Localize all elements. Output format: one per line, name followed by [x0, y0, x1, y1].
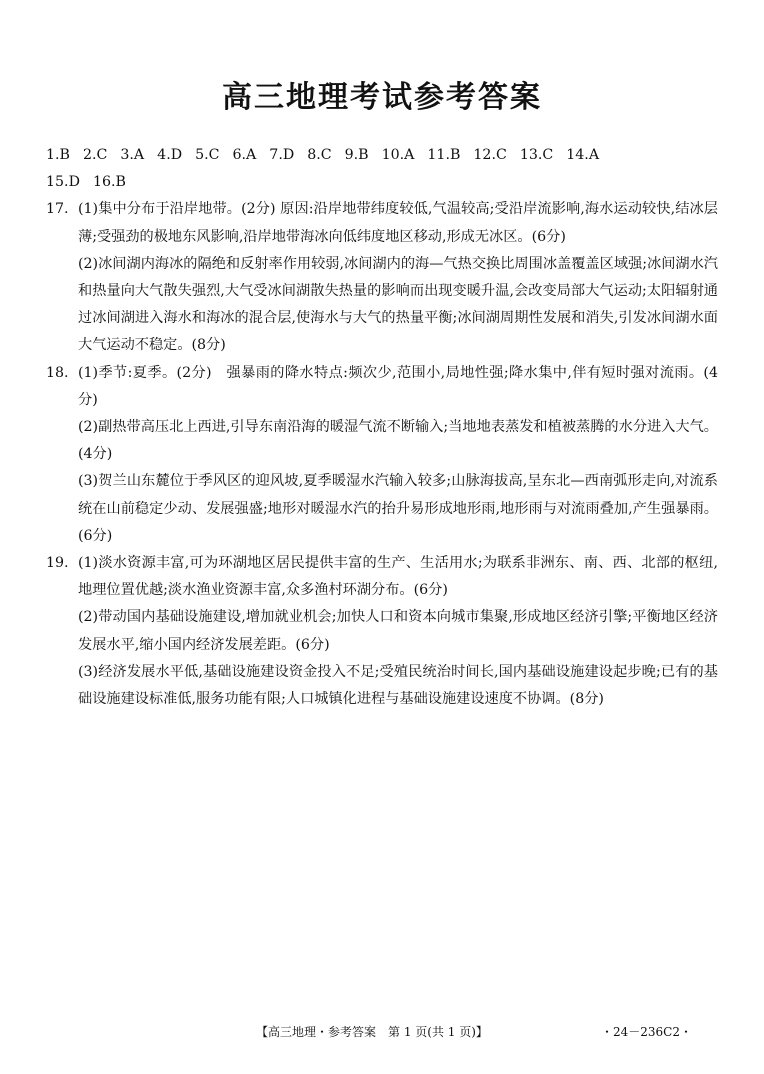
mc-answer: 12.C — [473, 147, 507, 163]
answer-part: (1)集中分布于沿岸地带。(2分) 原因:沿岸地带纬度较低,气温较高;受沿岸流影响,海水运动较快,结冰层薄;受强劲的极地东风影响,沿岸地带海冰向低纬度地区移动,形成无冰区。(6分) — [78, 201, 718, 245]
answer-content — [46, 142, 718, 713]
mc-answer: 7.D — [269, 147, 295, 163]
answer-part: (1)季节:夏季。(2分) 强暴雨的降水特点:频次少,范围小,局地性强;降水集中,伴有短时强对流雨。(4分) — [78, 364, 718, 408]
mc-answer: 16.B — [92, 174, 126, 191]
mc-answer: 1.B — [46, 147, 70, 163]
question-18 — [46, 360, 718, 550]
mc-answer: 14.A — [566, 147, 600, 163]
footer-page-info: 【高三地理・参考答案 第 1 页(共 1 页)】 — [256, 1025, 488, 1039]
mc-answer: 4.D — [157, 147, 183, 163]
mc-answer: 15.D — [46, 174, 80, 191]
mc-answer: 5.C — [195, 147, 220, 163]
mc-answer: 8.C — [307, 147, 332, 163]
multiple-choice-row-2 — [46, 169, 718, 196]
answer-part: (2)冰间湖内海冰的隔绝和反射率作用较弱,冰间湖内的海—气热交换比周围冰盖覆盖区域强;冰间湖水汽和热量向大气散失强烈,大气受冰间湖散失热量的影响而出现变暖升温,会改变局部大气运动;太阳辐射通过冰间湖进入海水和海冰的混合层,使海水与大气的热量平衡;冰间湖周期性发展和消失,引发冰间湖水面大气运动不稳定。(8分) — [78, 255, 718, 354]
answer-part: (2)副热带高压北上西进,引导东南沿海的暖湿气流不断输入;当地地表蒸发和植被蒸腾的水分进入大气。(4分) — [78, 419, 718, 463]
answer-part: (1)淡水资源丰富,可为环湖地区居民提供丰富的生产、生活用水;为联系非洲东、南、西、北部的枢纽,地理位置优越;淡水渔业资源丰富,众多渔村环湖分布。(6分) — [78, 555, 718, 599]
question-17 — [46, 196, 718, 359]
question-number: 19. — [46, 555, 69, 572]
mc-answer: 9.B — [344, 147, 369, 163]
answer-part: (3)贺兰山东麓位于季风区的迎风坡,夏季暖湿水汽输入较多;山脉海拔高,呈东北—西南弧形走向,对流系统在山前稳定少动、发展强盛;地形对暖湿水汽的抬升易形成地形雨,地形雨与对流雨叠加,产生强暴雨。(6分) — [78, 473, 718, 544]
answer-part: (2)带动国内基础设施建设,增加就业机会;加快人口和资本向城市集聚,形成地区经济引擎;平衡地区经济发展水平,缩小国内经济发展差距。(6分) — [78, 609, 718, 653]
footer-document-code: ・24－236C2・ — [601, 1025, 692, 1039]
mc-answer: 10.A — [381, 147, 415, 163]
multiple-choice-row-1 — [46, 142, 718, 169]
question-number: 17. — [46, 201, 69, 218]
mc-answer: 6.A — [232, 147, 257, 163]
mc-answer: 13.C — [519, 147, 554, 163]
answer-part: (3)经济发展水平低,基础设施建设资金投入不足;受殖民统治时间长,国内基础设施建设起步晚;已有的基础设施建设标准低,服务功能有限;人口城镇化进程与基础设施建设速度不协调。(8分) — [78, 663, 718, 708]
page-title: 高三地理考试参考答案 — [222, 80, 542, 115]
question-19 — [46, 550, 718, 713]
mc-answer: 3.A — [120, 147, 145, 163]
question-number: 18. — [46, 364, 69, 381]
mc-answer: 11.B — [427, 147, 461, 163]
mc-answer: 2.C — [82, 147, 108, 163]
